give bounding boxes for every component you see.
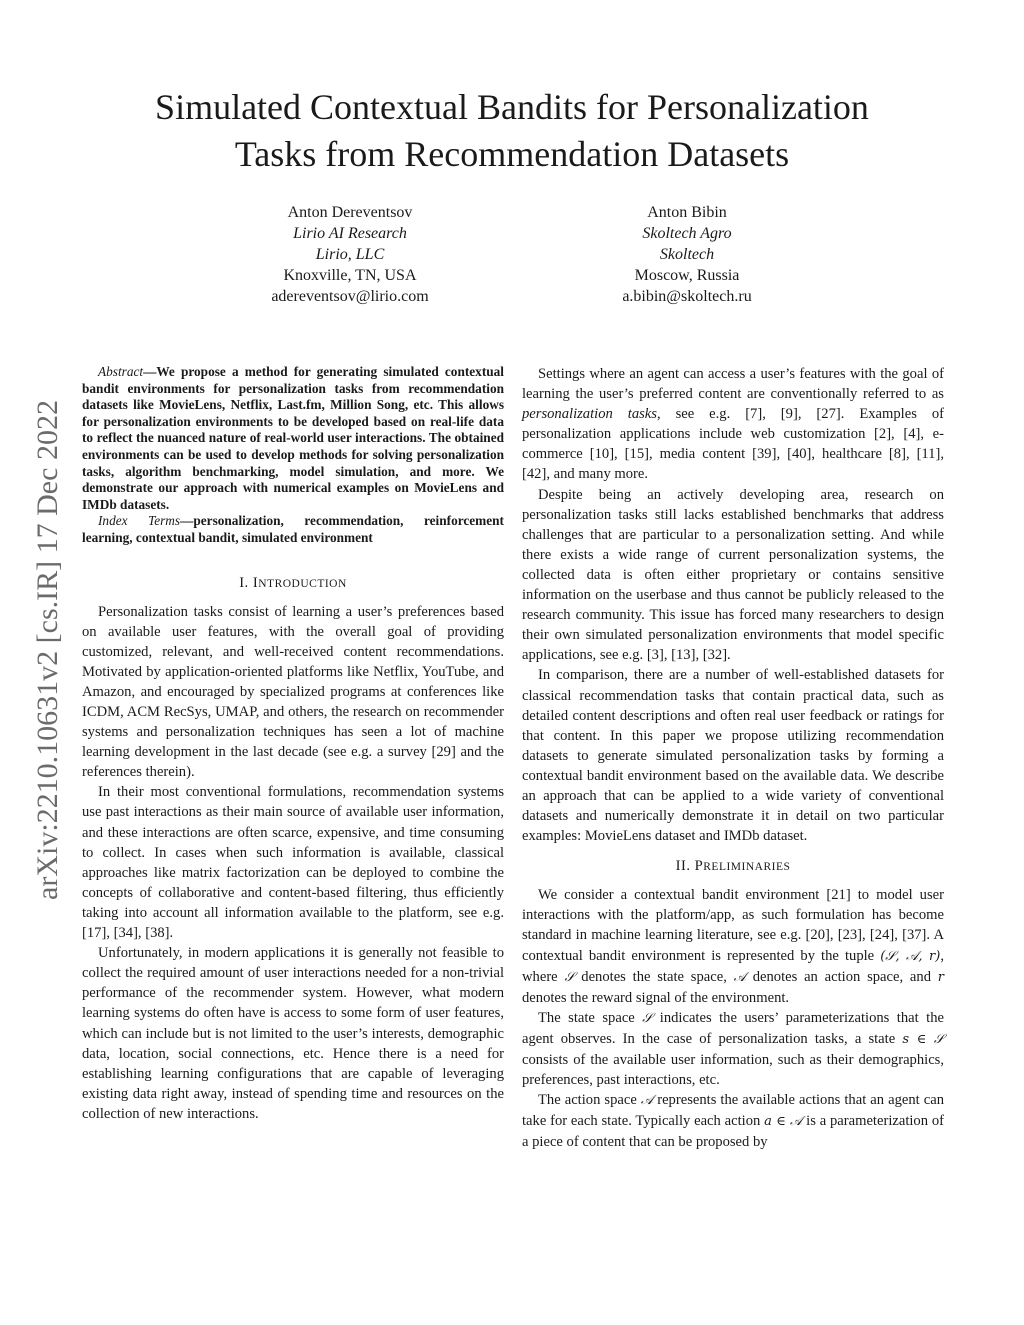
paragraph: Personalization tasks consist of learning a user’s preferences based on available user features, with the overall goal of providing customized, relevant, and well-received content recommendations. Motivated by application-oriented platforms like Netflix, YouTube, and Amazon, and encouraged by specialized programs at conferences like ICDM, ACM RecSys, UMAP, and others, the research on recommender systems and personalization techniques has seen a lot of machine learning development in the last decade (see e.g. a survey [29] and the references therein). xyxy=(82,603,504,781)
author-block-2 xyxy=(557,202,817,307)
paragraph: In their most conventional formulations, recommendation systems use past interactions as their main source of available user information, and these interactions are often scarce, expensive, and time consuming to collect. In cases when such information is available, classical approaches like matrix factorization can be deployed to combine the concepts of collaborative and content-based filtering, thus efficiently taking into account all information available to the platform, see e.g. [17], [34], [38]. xyxy=(82,784,504,942)
author-name: Anton Dereventsov xyxy=(287,204,413,221)
math-symbol: 𝒮 xyxy=(642,1010,653,1026)
index-terms-label: Index Terms xyxy=(98,513,181,529)
math-expression: a ∈ 𝒜 xyxy=(764,1114,803,1130)
title-line-2: Tasks from Recommendation Datasets xyxy=(234,134,790,174)
title-line-1: Simulated Contextual Bandits for Personalization xyxy=(155,87,869,127)
author-location: Moscow, Russia xyxy=(634,267,740,284)
author-organization: Lirio, LLC xyxy=(315,246,385,263)
paragraph: We consider a contextual bandit environment [21] to model user interactions with the platform/app, as such formulation has become standard in machine learning literature, see e.g. [20], [23], [24], [37]. A contextual bandit environment is represented by the tuple (𝒮, 𝒜, r), where 𝒮 denotes the state space, 𝒜 denotes an action space, and r denotes the reward signal of the environment. xyxy=(522,887,944,1006)
author-email: adereventsov@lirio.com xyxy=(271,288,429,305)
abstract xyxy=(82,364,504,547)
author-affiliation: Skoltech Agro xyxy=(642,225,732,242)
author-location: Knoxville, TN, USA xyxy=(283,267,417,284)
left-column xyxy=(82,364,504,1124)
author-affiliation: Lirio AI Research xyxy=(293,225,407,242)
author-email: a.bibin@skoltech.ru xyxy=(622,288,752,305)
abstract-text: —We propose a method for generating simulated contextual bandit environments for personalization tasks from recommendation datasets like MovieLens, Netflix, Last.fm, Million Song, etc. This allows for personalization environments to be developed based on real-life data to reflect the nuanced nature of real-world user interactions. The obtained environments can be used to develop methods for solving personalization tasks, algorithm benchmarking, model simulation, and more. We demonstrate our approach with numerical examples on MovieLens and IMDb datasets. xyxy=(82,364,504,512)
author-block-1 xyxy=(220,202,480,307)
abstract-label: Abstract xyxy=(98,364,144,379)
paragraph: Settings where an agent can access a user’s features with the goal of learning the user’s preferred content are conventionally referred to as personalization tasks, see e.g. [7], [9], [27]. Examples of personalization applications include web customization [2], [4], e-commerce [10], [15], media content [39], [40], healthcare [8], [11], [42], and many more. xyxy=(522,366,945,483)
section-heading-introduction: I. INTRODUCTION xyxy=(239,574,347,591)
paragraph: Unfortunately, in modern applications it is generally not feasible to collect the required amount of user interactions needed for a non-trivial performance of the recommender system. However, what modern learning systems do often have is access to some form of user features, which can include but is not limited to the user’s interests, demographic data, location, social connections, etc. Hence there is a need for establishing learning configurations that are capable of leveraging existing data right away, instead of spending time and resources on the collection of new interactions. xyxy=(82,945,504,1122)
math-symbol: r xyxy=(937,969,944,985)
math-expression: s ∈ 𝒮 xyxy=(902,1031,944,1047)
math-symbol: 𝒮 xyxy=(564,969,575,985)
author-name: Anton Bibin xyxy=(647,204,727,221)
math-symbol: 𝒜 xyxy=(733,969,746,985)
math-tuple: (𝒮, 𝒜, r) xyxy=(880,948,941,964)
index-terms-text: —personalization, recommendation, reinforcement learning, contextual bandit, simulated environment xyxy=(82,513,504,545)
paragraph: The state space 𝒮 indicates the users’ parameterizations that the agent observes. In the case of personalization tasks, a state s ∈ 𝒮 consists of the available user information, such as their demographics, preferences, past interactions, etc. xyxy=(522,1009,944,1089)
paper-title xyxy=(60,84,964,178)
math-symbol: 𝒜 xyxy=(640,1093,654,1109)
arxiv-identifier: arXiv:2210.10631v2 [cs.IR] 17 Dec 2022 xyxy=(31,400,64,900)
paragraph: In comparison, there are a number of well-established datasets for classical recommendation tasks that contain practical data, such as detailed content descriptions and often real user feedback or ratings for that content. In this paper we propose utilizing recommendation datasets to generate simulated personalization tasks by forming a contextual bandit environment based on the available data. We describe an approach that can be applied to a wide variety of conventional datasets and numerically demonstrate it in detail on two particular examples: MovieLens dataset and IMDb dataset. xyxy=(522,667,944,845)
emphasis: personalization tasks xyxy=(522,406,657,423)
section-heading-preliminaries: II. PRELIMINARIES xyxy=(675,858,791,875)
author-organization: Skoltech xyxy=(659,246,715,263)
right-column xyxy=(522,364,944,1152)
paragraph: The action space 𝒜 represents the available actions that an agent can take for each state. Typically each action a ∈ 𝒜 is a parameterization of a piece of content that can be proposed by xyxy=(522,1092,944,1151)
paragraph: Despite being an actively developing area, research on personalization tasks still lacks established benchmarks that address challenges that are particular to a personalization setting. And while there exists a wide range of current personalization systems, the collected data is often either proprietary or contains sensitive information on the userbase and thus cannot be publicly released to the research community. This issue has forced many researchers to design their own simulated personalization environments that model specific applications, see e.g. [3], [13], [32]. xyxy=(522,486,944,664)
